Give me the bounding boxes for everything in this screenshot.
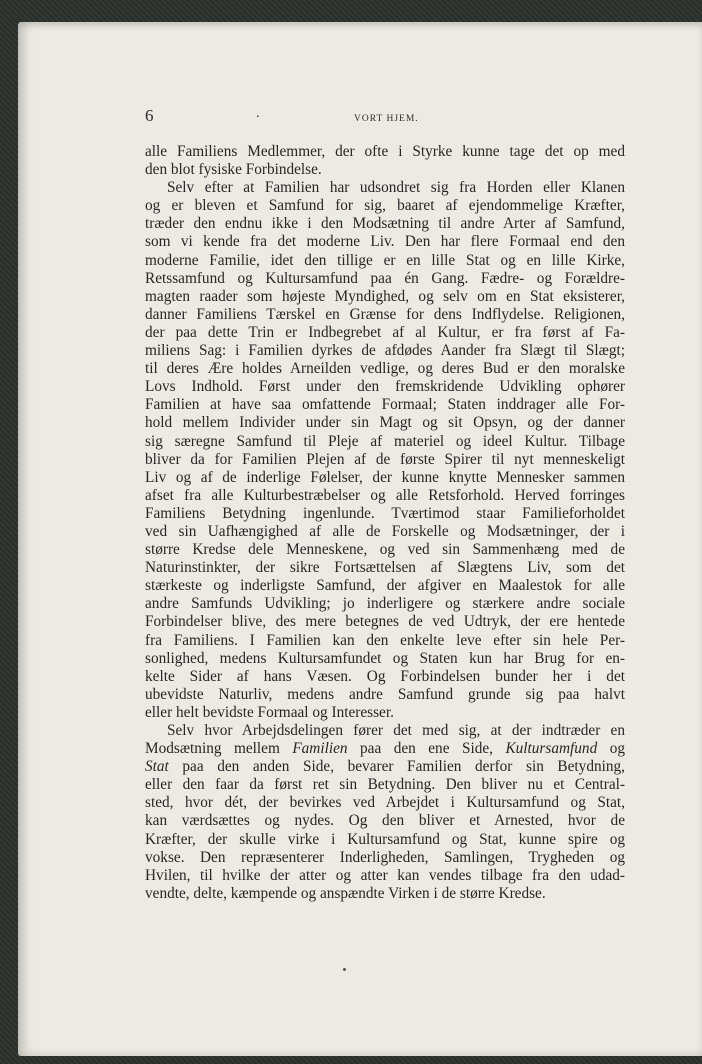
text-segment: som vi kende fra det moderne Liv. Den har flere Formaal end den: [145, 233, 625, 251]
text-segment: der paa dette Trin er Indbegrebet af al Kultur, er fra først af Fa-: [145, 323, 625, 341]
text-segment: Selv efter at Familien har udsondret sig fra Horden eller Klanen: [167, 179, 625, 197]
text-line: [145, 505, 625, 523]
text-segment: og: [597, 740, 625, 758]
text-segment: miliens Sag: i Familien dyrkes de afdødes Aander fra Slægt til Slægt;: [145, 342, 625, 360]
text-line: [145, 233, 625, 251]
text-line: [145, 324, 625, 342]
text-segment: stærkeste og inderligste Samfund, der afgiver en Maalestok for alle: [145, 577, 625, 595]
text-segment: magten raader som højeste Myndighed, og selv om en Stat eksisterer,: [145, 287, 625, 305]
text-line: [145, 179, 625, 197]
text-line: [145, 215, 625, 233]
text-segment: træder den endnu ikke i den Modsætning til andre Arter af Samfund,: [145, 215, 625, 233]
text-segment: Lovs Indhold. Først under den fremskridende Udvikling ophører: [145, 378, 625, 396]
text-line: [145, 559, 625, 577]
text-line: [145, 794, 625, 812]
text-segment: afset fra alle Kulturbestræbelser og alle Retsforhold. Herved forringes: [145, 486, 625, 504]
text-line: [145, 378, 625, 396]
text-line: [145, 451, 625, 469]
text-line: [145, 849, 625, 867]
text-segment: Selv hvor Arbejdsdelingen fører det med sig, at der indtræder en: [167, 722, 625, 739]
text-line: [145, 360, 625, 378]
text-line: [145, 686, 625, 704]
text-segment: bliver da for Familien Plejen af de første Spirer til nyt menneskeligt: [145, 450, 625, 468]
text-line: [145, 613, 625, 631]
text-segment: vokse. Den repræsenterer Inderligheden, Samlingen, Trygheden og: [145, 848, 625, 866]
text-line: [145, 270, 625, 288]
text-segment: paa den anden Side, bevarer Familien derfor sin Betydning,: [168, 758, 625, 776]
italic-text: Kultursamfund: [505, 740, 598, 758]
text-line: [145, 469, 625, 487]
text-line: [145, 704, 625, 722]
body-text: [145, 143, 625, 903]
paragraph: [145, 722, 625, 903]
text-line: [145, 143, 625, 161]
text-segment: hold mellem Individer under sin Magt og sit Opsyn, og der danner: [145, 414, 625, 432]
text-line: [145, 487, 625, 505]
text-line: [145, 740, 625, 758]
text-segment: sted, hvor dét, der bevirkes ved Arbejdet i Kultursamfund og Stat,: [145, 794, 625, 812]
text-segment: moderne Familie, idet den tillige er en lille Stat og en lille Kirke,: [145, 251, 625, 269]
text-segment: Forbindelser blive, des mere betegnes de ved Udtryk, der ere hentede: [145, 613, 625, 631]
text-segment: kan værdsættes og nydes. Og den bliver et Arnested, hvor de: [145, 812, 625, 830]
paragraph: [145, 179, 625, 722]
paragraph: [145, 143, 625, 179]
text-line: [145, 632, 625, 650]
text-line: [145, 523, 625, 541]
text-segment: Familiens Betydning ingenlunde. Tværtimod staar Familieforholdet: [145, 504, 625, 522]
text-segment: alle Familiens Medlemmer, der ofte i Styrke kunne tage det op med: [145, 143, 625, 160]
text-segment: eller den faar da først ret sin Betydning. Den bliver nu et Central-: [145, 776, 625, 794]
text-segment: ved sin Uafhængighed af alle de Forskelle og Modsætninger, der i: [145, 522, 625, 540]
running-title: VORT HJEM.: [354, 114, 419, 124]
text-line: [145, 867, 625, 885]
text-segment: danner Familiens Tærskel en Grænse for dens Indflydelse. Religionen,: [145, 305, 625, 323]
text-segment: Modsætning mellem: [145, 740, 293, 758]
page-number: 6: [145, 106, 154, 125]
text-segment: Familien at have saa omfattende Formaal; Staten inddrager alle For-: [145, 396, 625, 414]
text-line: [145, 288, 625, 306]
header-dot: .: [256, 106, 260, 121]
text-segment: Hvilen, til hvilke der atter og atter kan vendes tilbage fra den udad-: [145, 866, 625, 884]
text-line: [145, 396, 625, 414]
text-line: [145, 758, 625, 776]
text-segment: den blot fysiske Forbindelse.: [145, 161, 322, 179]
text-line: [145, 197, 625, 215]
text-segment: Liv og af de inderlige Følelser, der kunne knytte Mennesker sammen: [145, 468, 625, 486]
text-line: [145, 595, 625, 613]
text-segment: vendte, delte, kæmpende og anspændte Virken i de større Kredse.: [145, 884, 546, 902]
text-line: [145, 722, 625, 740]
text-segment: sig særegne Samfund til Pleje af materiel og ideel Kultur. Tilbage: [145, 432, 625, 450]
text-line: [145, 414, 625, 432]
text-line: [145, 161, 625, 179]
text-line: [145, 342, 625, 360]
text-segment: større Kredse dele Menneskene, og ved sin Sammenhæng med de: [145, 541, 625, 559]
text-line: [145, 650, 625, 668]
text-segment: paa den ene Side,: [347, 740, 506, 758]
text-segment: fra Familiens. I Familien kan den enkelte leve efter sin hele Per-: [145, 631, 625, 649]
text-line: [145, 831, 625, 849]
text-line: [145, 577, 625, 595]
page-header: [145, 106, 625, 130]
text-line: [145, 885, 625, 903]
text-line: [145, 776, 625, 794]
text-line: [145, 252, 625, 270]
text-segment: Retssamfund og Kultursamfund paa én Gang. Fædre- og Forældre-: [145, 269, 625, 287]
text-segment: sonlighed, medens Kultursamfundet og Staten kun har Brug for en-: [145, 649, 625, 667]
italic-text: Stat: [145, 758, 169, 776]
text-line: [145, 668, 625, 686]
footer-dot: [343, 968, 346, 971]
text-segment: og er bleven et Samfund for sig, baaret af ejendommelige Kræfter,: [145, 197, 625, 215]
text-segment: Naturinstinkter, der sikre Fortsættelsen af Slægtens Liv, som det: [145, 559, 625, 577]
text-line: [145, 541, 625, 559]
text-segment: kelte Sider af hans Væsen. Og Forbindelsen bunder her i det: [145, 667, 625, 685]
text-segment: andre Samfunds Udvikling; jo inderligere og stærkere andre sociale: [145, 595, 625, 613]
text-line: [145, 306, 625, 324]
text-segment: til deres Ære holdes Arneilden vedlige, og deres Bud er den moralske: [145, 360, 625, 378]
text-line: [145, 812, 625, 830]
text-segment: Kræfter, der skulle virke i Kultursamfund og Stat, kunne spire og: [145, 830, 625, 848]
text-segment: eller helt bevidste Formaal og Interesser.: [145, 703, 394, 721]
text-line: [145, 433, 625, 451]
text-segment: ubevidste Naturliv, medens andre Samfund grunde sig paa halvt: [145, 685, 625, 703]
italic-text: Familien: [292, 740, 348, 758]
